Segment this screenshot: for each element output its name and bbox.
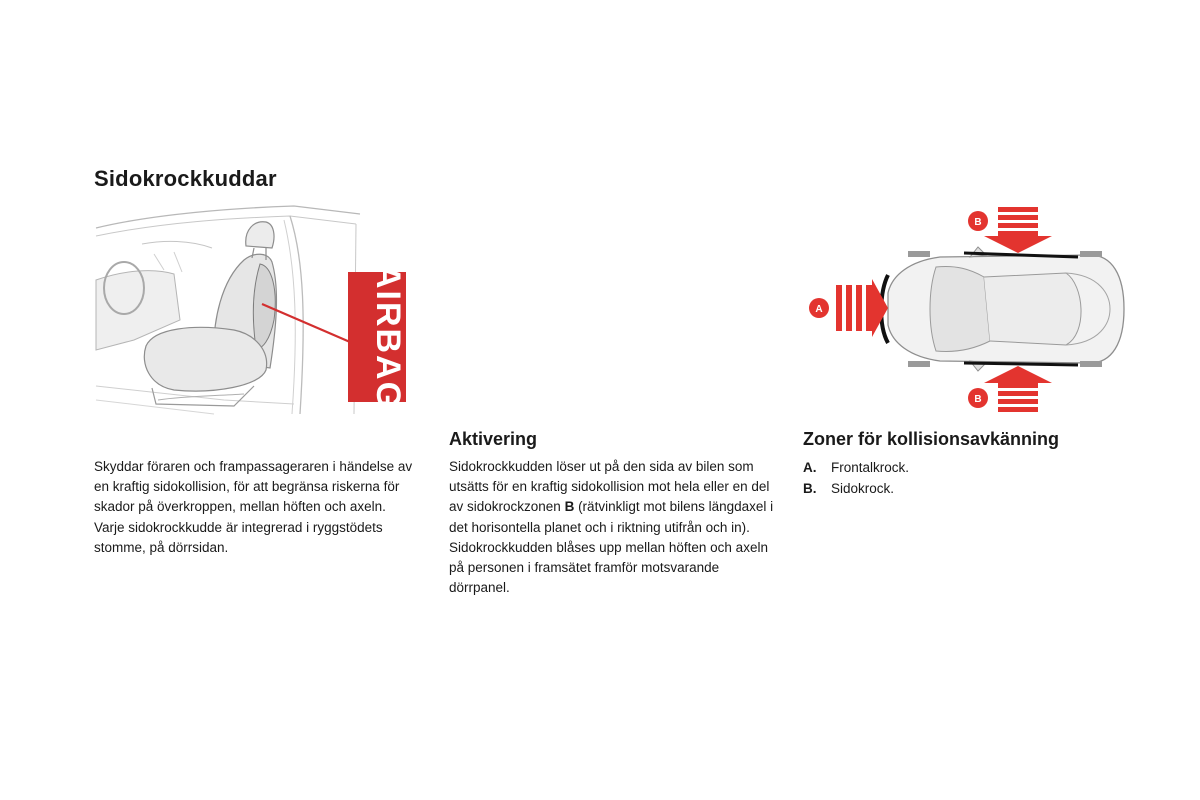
seat-airbag-illustration <box>94 200 414 420</box>
activation-paragraph: Sidokrockkudden blåses upp mellan höften och axeln på personen i framsätet framför motsvarande dörrpanel. <box>449 539 768 596</box>
list-item <box>803 458 909 479</box>
arrow-b-top <box>984 207 1052 253</box>
airbag-label: AIRBAG <box>369 263 407 411</box>
zone-b-reference: B <box>564 499 575 515</box>
activation-text-part: (rätvinkligt mot bilens längdaxel i det horisontella planet och i riktning utifrån och in). <box>449 499 774 535</box>
side-zone-line-bottom <box>964 363 1078 365</box>
zone-letter: B. <box>803 480 817 496</box>
activation-heading: Aktivering <box>449 429 538 449</box>
intro-text <box>94 457 424 558</box>
activation-text-part: Sidokrockkudden löser ut på den sida av bilen som utsätts för en kraftig sidokollision mot hela eller en del av sidokrockzonen <box>449 459 770 515</box>
list-item <box>803 479 909 500</box>
zone-letter: A. <box>803 460 817 475</box>
collision-zone-diagram <box>800 205 1135 417</box>
intro-paragraph: Skyddar föraren och frampassageraren i händelse av en kraftig sidokollision, för att begränsa riskerna för skador på överkroppen, mellan höften och axeln. <box>94 459 413 515</box>
intro-paragraph: Varje sidokrockkudde är integrerad i ryggstödets stomme, på dörrsidan. <box>94 519 383 555</box>
zone-label: Sidokrock. <box>831 480 895 496</box>
marker-b-bottom-label: B <box>974 394 982 405</box>
activation-text <box>449 457 779 598</box>
zone-label: Frontalkrock. <box>831 460 910 475</box>
zones-list <box>803 458 909 499</box>
zones-heading: Zoner för kollisionsavkänning <box>803 429 1060 449</box>
arrow-a <box>836 279 888 337</box>
marker-a-label: A <box>815 304 823 315</box>
arrow-b-bottom <box>984 366 1052 412</box>
page-title: Sidokrockkuddar <box>94 166 277 191</box>
activation-paragraph <box>449 457 779 538</box>
marker-b-top-label: B <box>974 217 982 228</box>
